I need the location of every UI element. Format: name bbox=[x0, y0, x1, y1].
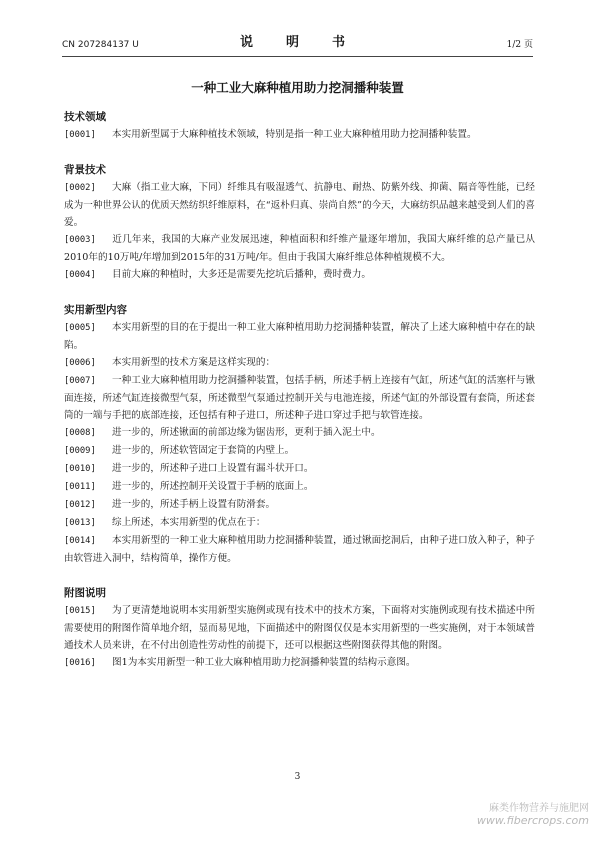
paragraph bbox=[64, 354, 535, 372]
paragraph-number: [0013] bbox=[64, 518, 96, 528]
section-heading: 背景技术 bbox=[64, 164, 106, 176]
paragraph-text: 进一步的，所述手柄上设置有防滑套。 bbox=[112, 499, 276, 510]
paragraph-text: 大麻（指工业大麻，下同）纤维具有吸湿透气、抗静电、耐热、防紫外线、抑菌、隔音等性能，已经成为一种世界公认的优质天然纺织纤维原料，在“返朴归真、崇尚自然”的今天，大麻纺织品越来越受到人们的喜爱。 bbox=[64, 182, 535, 228]
section bbox=[64, 585, 535, 672]
paragraph-number: [0002] bbox=[64, 183, 96, 193]
paragraph-number: [0012] bbox=[64, 500, 96, 510]
section-heading: 技术领域 bbox=[64, 111, 106, 123]
paragraph bbox=[64, 602, 535, 654]
section-heading: 附图说明 bbox=[64, 587, 106, 599]
paragraph-number: [0003] bbox=[64, 235, 96, 245]
paragraph-text: 进一步的，所述种子进口上设置有漏斗状开口。 bbox=[112, 463, 314, 474]
paragraph bbox=[64, 514, 535, 532]
patent-number: CN 207284137 U bbox=[62, 40, 139, 50]
paragraph bbox=[64, 460, 535, 478]
paragraph-text: 为了更清楚地说明本实用新型实施例或现有技术中的技术方案，下面将对实施例或现有技术描述中所需要使用的附图作简单地介绍，显而易见地，下面描述中的附图仅仅是本实用新型的一些实施例，对于本领域普通技术人员来讲，在不付出创造性劳动性的前提下，还可以根据这些附图获得其他的附图。 bbox=[64, 605, 535, 651]
watermark-url: www.fibercrops.com bbox=[476, 814, 589, 827]
page-header bbox=[62, 37, 533, 53]
paragraph-number: [0001] bbox=[64, 130, 96, 140]
paragraph-text: 一种工业大麻种植用助力挖洞播种装置，包括手柄，所述手柄上连接有气缸，所述气缸的活塞杆与锹面连接，所述气缸连接微型气泵，所述微型气泵通过控制开关与电池连接，所述气缸的外部设置有套筒，所述套筒的一端与手把的底部连接，还包括有种子进口，所述种子进口穿过手把与软管连接。 bbox=[64, 375, 535, 421]
paragraph-number: [0004] bbox=[64, 270, 96, 280]
paragraph-text: 近几年来，我国的大麻产业发展迅速，种植面积和纤维产量逐年增加，我国大麻纤维的总产量已从2010年的10万吨/年增加到2015年的31万吨/年。但由于我国大麻纤维总体种植规模不大。 bbox=[64, 234, 535, 263]
paragraph-number: [0009] bbox=[64, 446, 96, 456]
paragraph-number: [0007] bbox=[64, 376, 96, 386]
paragraph-text: 本实用新型的目的在于提出一种工业大麻种植用助力挖洞播种装置，解决了上述大麻种植中存在的缺陷。 bbox=[64, 322, 535, 351]
document-type-title: 说 明 书 bbox=[239, 35, 355, 50]
paragraph-number: [0011] bbox=[64, 482, 96, 492]
paragraph-number: [0005] bbox=[64, 323, 96, 333]
paragraph bbox=[64, 496, 535, 514]
paragraph-text: 本实用新型属于大麻种植技术领域，特别是指一种工业大麻种植用助力挖洞播种装置。 bbox=[112, 129, 477, 140]
paragraph bbox=[64, 126, 535, 144]
section-spacer bbox=[64, 284, 535, 302]
paragraph bbox=[64, 478, 535, 496]
paragraph-number: [0016] bbox=[64, 658, 96, 668]
paragraph-number: [0006] bbox=[64, 358, 96, 368]
document-title: 一种工业大麻种植用助力挖洞播种装置 bbox=[191, 80, 404, 95]
section-heading: 实用新型内容 bbox=[64, 304, 127, 316]
paragraph-text: 综上所述，本实用新型的优点在于： bbox=[112, 517, 266, 528]
page-indicator: 1/2 页 bbox=[506, 40, 533, 50]
paragraph-text: 本实用新型的一种工业大麻种植用助力挖洞播种装置，通过锹面挖洞后，由种子进口放入种子，种子由软管进入洞中，结构简单，操作方便。 bbox=[64, 535, 535, 564]
paragraph-text: 进一步的，所述软管固定于套筒的内壁上。 bbox=[112, 445, 295, 456]
section bbox=[64, 162, 535, 284]
paragraph bbox=[64, 424, 535, 442]
paragraph-number: [0010] bbox=[64, 464, 96, 474]
section-spacer bbox=[64, 144, 535, 162]
paragraph bbox=[64, 231, 535, 266]
section-spacer bbox=[64, 567, 535, 585]
paragraph bbox=[64, 654, 535, 672]
paragraph bbox=[64, 372, 535, 424]
document-body bbox=[64, 109, 535, 672]
paragraph-text: 本实用新型的技术方案是这样实现的： bbox=[112, 357, 276, 368]
paragraph bbox=[64, 179, 535, 231]
header-divider bbox=[62, 56, 533, 57]
paragraph-text: 进一步的，所述控制开关设置于手柄的底面上。 bbox=[112, 481, 314, 492]
paragraph bbox=[64, 319, 535, 354]
paragraph-number: [0014] bbox=[64, 536, 96, 546]
watermark bbox=[477, 803, 589, 827]
paragraph bbox=[64, 266, 535, 284]
paragraph bbox=[64, 532, 535, 567]
section bbox=[64, 109, 535, 144]
paragraph-number: [0008] bbox=[64, 428, 96, 438]
section bbox=[64, 302, 535, 567]
paragraph-text: 目前大麻的种植时，大多还是需要先挖坑后播种，费时费力。 bbox=[112, 269, 372, 280]
paragraph bbox=[64, 442, 535, 460]
paragraph-text: 进一步的，所述锹面的前部边缘为锯齿形，更利于插入泥土中。 bbox=[112, 427, 381, 438]
paragraph-number: [0015] bbox=[64, 606, 96, 616]
paragraph-text: 图1为本实用新型一种工业大麻种植用助力挖洞播种装置的结构示意图。 bbox=[112, 657, 416, 668]
page-number: 3 bbox=[294, 772, 301, 782]
watermark-site-name: 麻类作物营养与施肥网 bbox=[489, 803, 589, 814]
